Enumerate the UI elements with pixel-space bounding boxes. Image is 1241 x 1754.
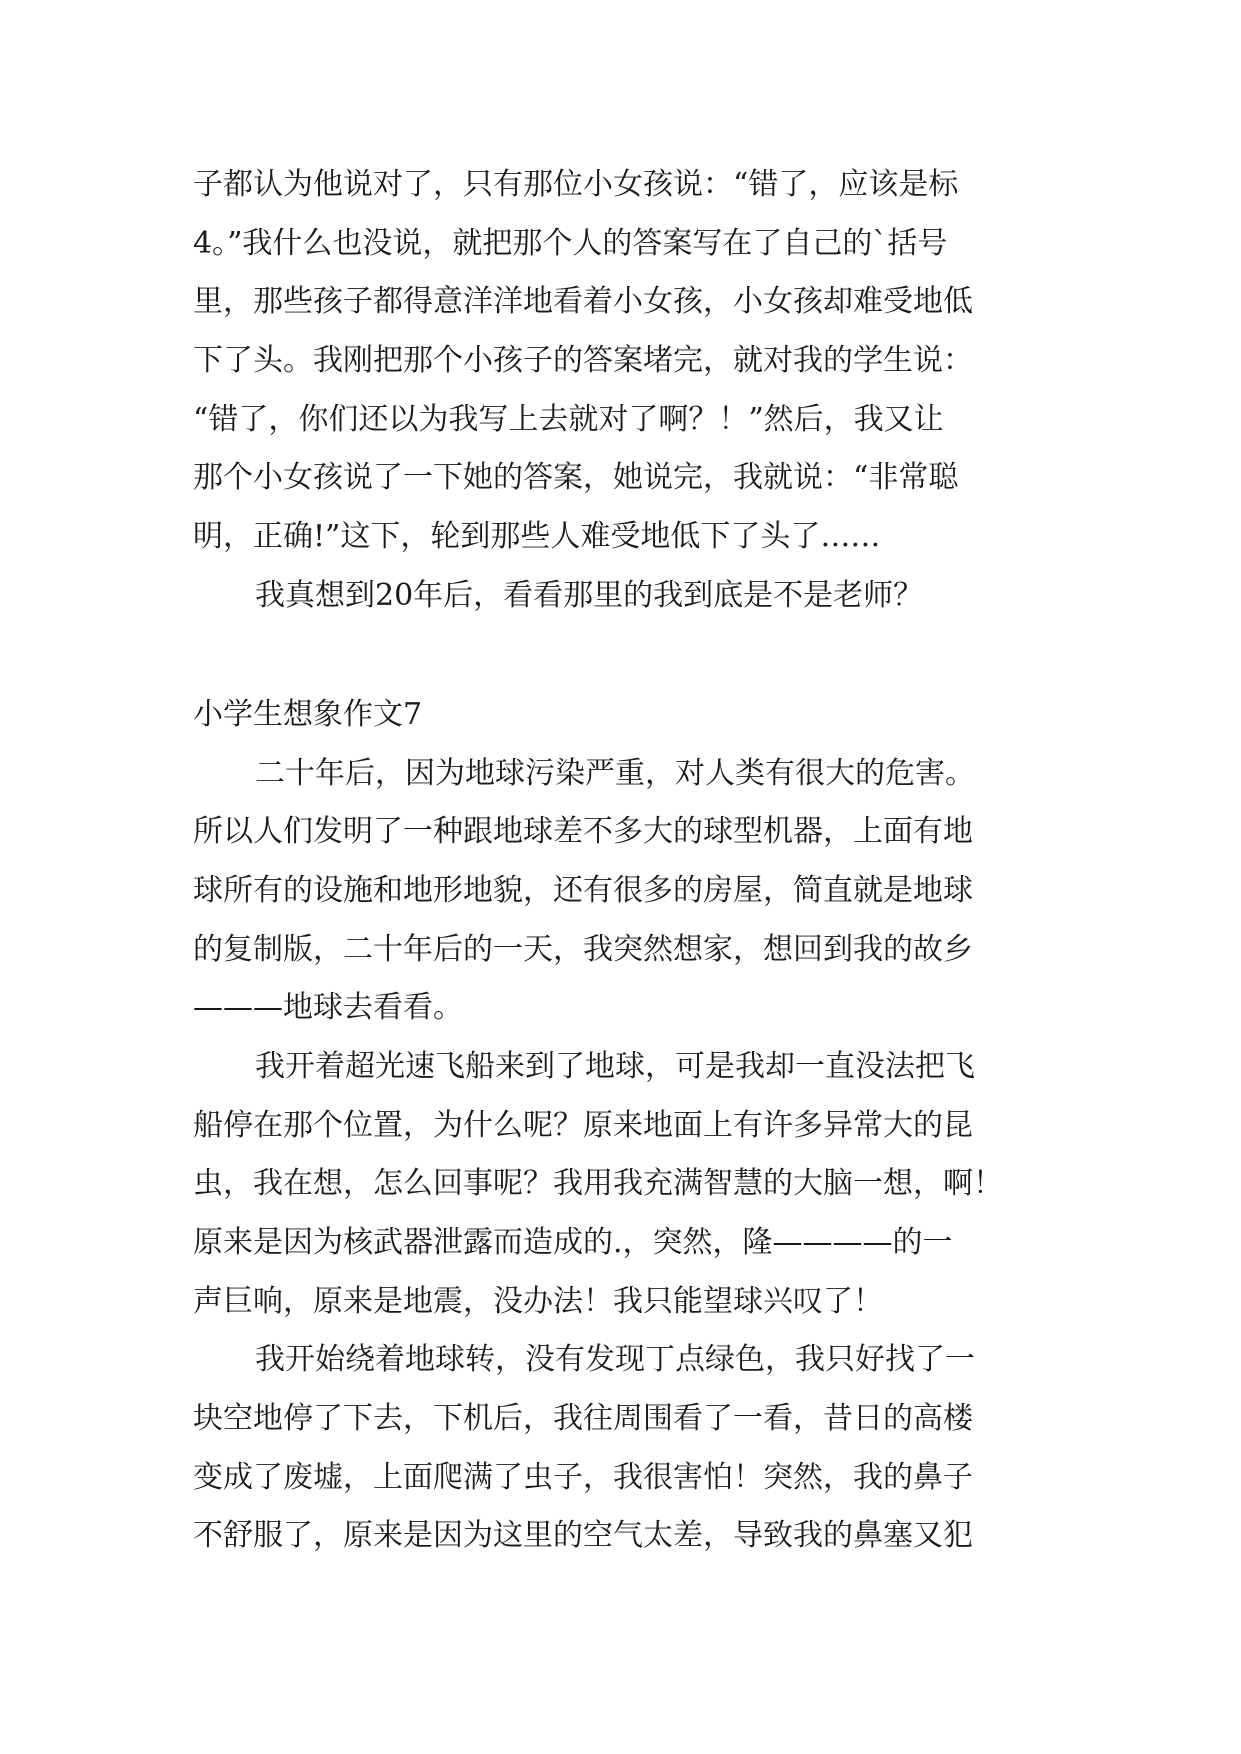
paragraph-line: 球所有的设施和地形地貌，还有很多的房屋，简直就是地球: [193, 873, 973, 908]
paragraph-line: 4。”我什么也没说，就把那个人的答案写在了自己的`括号: [193, 226, 948, 261]
paragraph-line: 块空地停了下去，下机后，我往周围看了一看，昔日的高楼: [193, 1401, 973, 1436]
paragraph-line: 声巨响，原来是地震，没办法！我只能望球兴叹了！: [193, 1284, 883, 1319]
paragraph-line: 原来是因为核武器泄露而造成的.，突然，隆————的一: [193, 1225, 953, 1260]
paragraph-line: ———地球去看看。: [193, 990, 463, 1025]
paragraph-line: 下了头。我刚把那个小孩子的答案堵完，就对我的学生说：: [193, 343, 973, 378]
paragraph-line: 子都认为他说对了，只有那位小女孩说：“错了，应该是标: [193, 167, 959, 202]
paragraph-line: 明，正确!”这下，轮到那些人难受地低下了头了……: [193, 519, 881, 554]
paragraph-line: 我开着超光速飞船来到了地球，可是我却一直没法把飞: [255, 1049, 975, 1084]
paragraph-line: 二十年后，因为地球污染严重，对人类有很大的危害。: [255, 756, 975, 791]
paragraph-line: 所以人们发明了一种跟地球差不多大的球型机器，上面有地: [193, 814, 973, 849]
paragraph-line: 我真想到20年后，看看那里的我到底是不是老师？: [255, 578, 924, 613]
paragraph-line: 船停在那个位置，为什么呢？原来地面上有许多异常大的昆: [193, 1108, 973, 1143]
paragraph-line: 变成了废墟，上面爬满了虫子，我很害怕！突然，我的鼻子: [193, 1460, 973, 1495]
paragraph-line: 我开始绕着地球转，没有发现丁点绿色，我只好找了一: [255, 1342, 975, 1377]
paragraph-line: 虫，我在想，怎么回事呢？我用我充满智慧的大脑一想，啊！: [193, 1166, 1003, 1201]
section-heading: 小学生想象作文7: [193, 697, 423, 732]
paragraph-line: “错了，你们还以为我写上去就对了啊？！”然后，我又让: [193, 402, 944, 437]
paragraph-line: 的复制版，二十年后的一天，我突然想家，想回到我的故乡: [193, 932, 973, 967]
paragraph-line: 不舒服了，原来是因为这里的空气太差，导致我的鼻塞又犯: [193, 1518, 973, 1553]
paragraph-line: 那个小女孩说了一下她的答案，她说完，我就说：“非常聪: [193, 460, 959, 495]
paragraph-line: 里，那些孩子都得意洋洋地看着小女孩，小女孩却难受地低: [193, 284, 973, 319]
